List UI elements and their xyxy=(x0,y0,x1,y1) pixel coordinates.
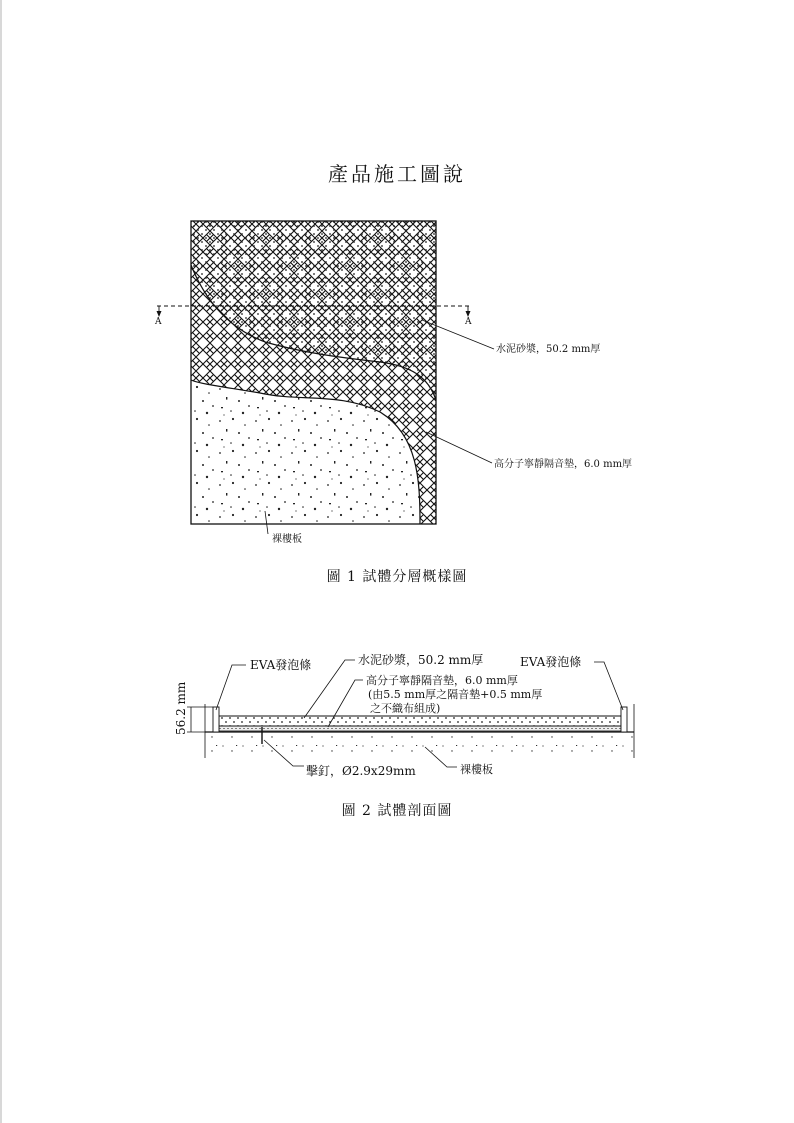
figure2-caption: 圖 2 試體剖面圖 xyxy=(341,803,453,819)
fig1-section-marker-right: A xyxy=(465,317,472,327)
fig2-dimension-label: 56.2 mm xyxy=(174,681,188,735)
fig2-mortar-label: 水泥砂漿，50.2 mm厚 xyxy=(358,653,484,667)
fig2-nail-label: 擊釘，Ø2.9x29mm xyxy=(306,764,416,778)
fig2-pad-label-line3: 之不織布組成) xyxy=(370,702,441,715)
figure1-layer-plan xyxy=(191,221,436,524)
fig2-eva-right-label: EVA發泡條 xyxy=(520,655,582,669)
fig2-eva-left xyxy=(213,707,219,732)
fig1-slab-label: 裸樓板 xyxy=(272,534,302,545)
fig2-pad-label-line1: 高分子寧靜隔音墊，6.0 mm厚 xyxy=(366,674,518,687)
figure1-caption: 圖 1 試體分層概樣圖 xyxy=(326,569,468,585)
fig2-eva-right xyxy=(621,707,627,732)
fig2-slab-label: 裸樓板 xyxy=(460,763,493,776)
page-title: 產品施工圖說 xyxy=(328,162,466,186)
fig2-pad-label-line2: (由5.5 mm厚之隔音墊+0.5 mm厚 xyxy=(368,688,543,701)
fig1-section-marker-left: A xyxy=(155,317,162,327)
fig1-pad-label: 高分子寧靜隔音墊，6.0 mm厚 xyxy=(494,459,633,470)
fig1-mortar-label: 水泥砂漿，50.2 mm厚 xyxy=(496,344,601,355)
fig2-eva-left-label: EVA發泡條 xyxy=(250,658,312,672)
fig2-mortar xyxy=(219,716,621,726)
